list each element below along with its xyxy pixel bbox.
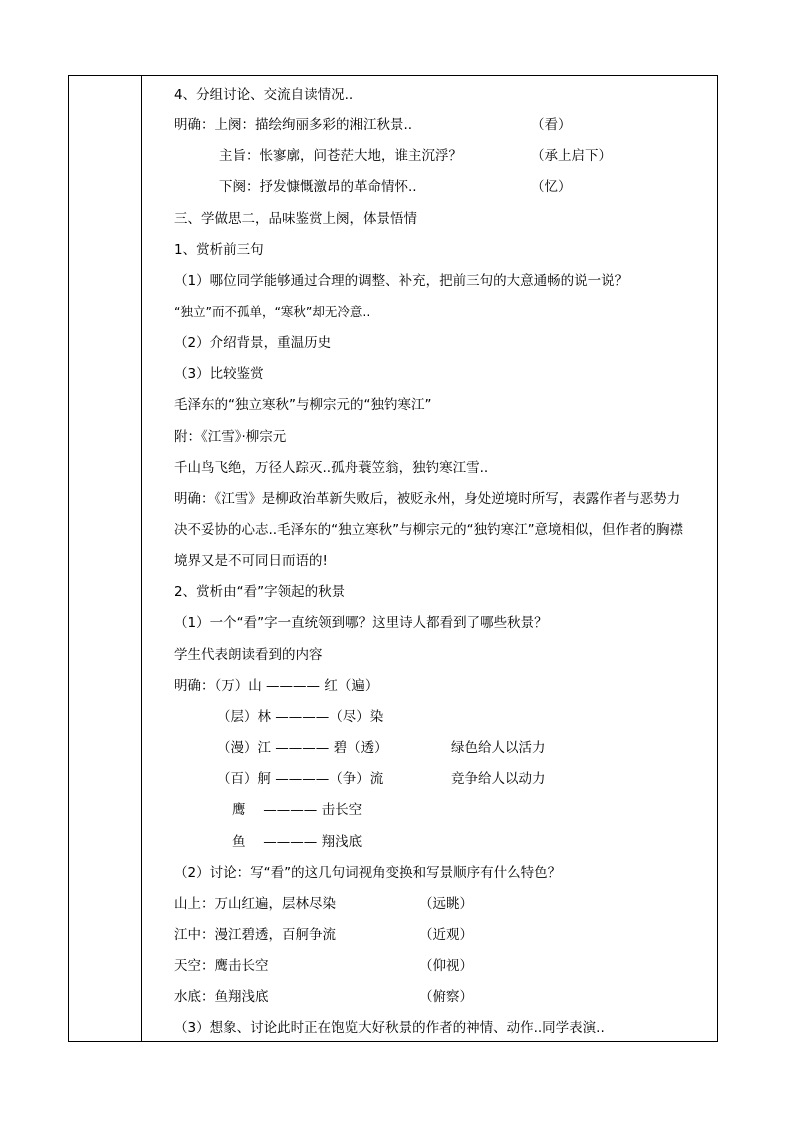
annotation: （俯察） [419, 989, 473, 1005]
text-line: （1）一个“看”字一直统领到哪？这里诗人都看到了哪些秋景？ [174, 615, 548, 631]
annotation: 竞争给人以动力 [451, 771, 546, 787]
text-line: 山上：万山红遍，层林尽染 [174, 896, 336, 912]
left-empty-cell [69, 76, 142, 1041]
text-line: 明确：《江雪》是柳政治革新失败后，被贬永州，身处逆境时所写，表露作者与恶势力 [174, 491, 681, 507]
text-line: 明确：（万）山 ———— 红（遍） [174, 678, 379, 694]
text-line: （3）比较鉴赏 [174, 366, 264, 382]
text-line: （漫）江 ———— 碧（透） [217, 740, 388, 756]
poem-line: 千山鸟飞绝，万径人踪灭..孤舟蓑笠翁，独钓寒江雪.. [174, 460, 489, 476]
text-line: “独立”而不孤单，“寒秋”却无冷意.. [174, 304, 371, 319]
text-line: 下阕：抒发慷慨激昂的革命情怀.. [219, 179, 417, 195]
text-line: （2）讨论：写“看”的这几句词视角变换和写景顺序有什么特色？ [174, 865, 562, 881]
text-line: 鱼 ———— 翔浅底 [232, 834, 363, 850]
text-line: 决不妥协的心志..毛泽东的“独立寒秋”与柳宗元的“独钓寒江”意境相似，但作者的胸襟 [174, 522, 684, 538]
annotation: （承上启下） [531, 148, 612, 164]
text-line: 学生代表朗读看到的内容 [174, 647, 323, 663]
text-line: 鹰 ———— 击长空 [232, 802, 363, 818]
annotation: （仰视） [419, 958, 473, 974]
text-line: 主旨：怅寥廓，问苍茫大地，谁主沉浮？ [219, 148, 462, 164]
section-heading: 三、学做思二，品味鉴赏上阕，体景悟情 [174, 211, 417, 227]
text-line: （百）舸 ————（争）流 [217, 771, 384, 787]
sub-heading: 1、赏析前三句 [174, 242, 264, 258]
annotation: 绿色给人以活力 [451, 740, 546, 756]
annotation: （忆） [531, 179, 572, 195]
text-line: （层）林 ————（尽）染 [217, 709, 384, 725]
text-line: 4、分组讨论、交流自读情况.. [174, 87, 354, 103]
text-line: 天空：鹰击长空 [174, 958, 269, 974]
text-line: （1）哪位同学能够通过合理的调整、补充，把前三句的大意通畅的说一说？ [174, 273, 629, 289]
text-line: 附：《江雪》·柳宗元 [174, 429, 287, 445]
text-line: 水底：鱼翔浅底 [174, 989, 269, 1005]
sub-heading: 2、赏析由“看”字领起的秋景 [174, 584, 346, 600]
text-line: 毛泽东的“独立寒秋”与柳宗元的“独钓寒江” [174, 397, 432, 413]
annotation: （看） [531, 117, 572, 133]
annotation: （近观） [419, 927, 473, 943]
text-line: （3）想象、讨论此时正在饱览大好秋景的作者的神情、动作..同学表演.. [174, 1020, 605, 1036]
text-line: 江中：漫江碧透，百舸争流 [174, 927, 336, 943]
annotation: （远眺） [419, 896, 473, 912]
text-line: 境界又是不可同日而语的! [174, 553, 328, 569]
text-line: 明确：上阕：描绘绚丽多彩的湘江秋景.. [174, 117, 413, 133]
text-line: （2）介绍背景，重温历史 [174, 335, 332, 351]
